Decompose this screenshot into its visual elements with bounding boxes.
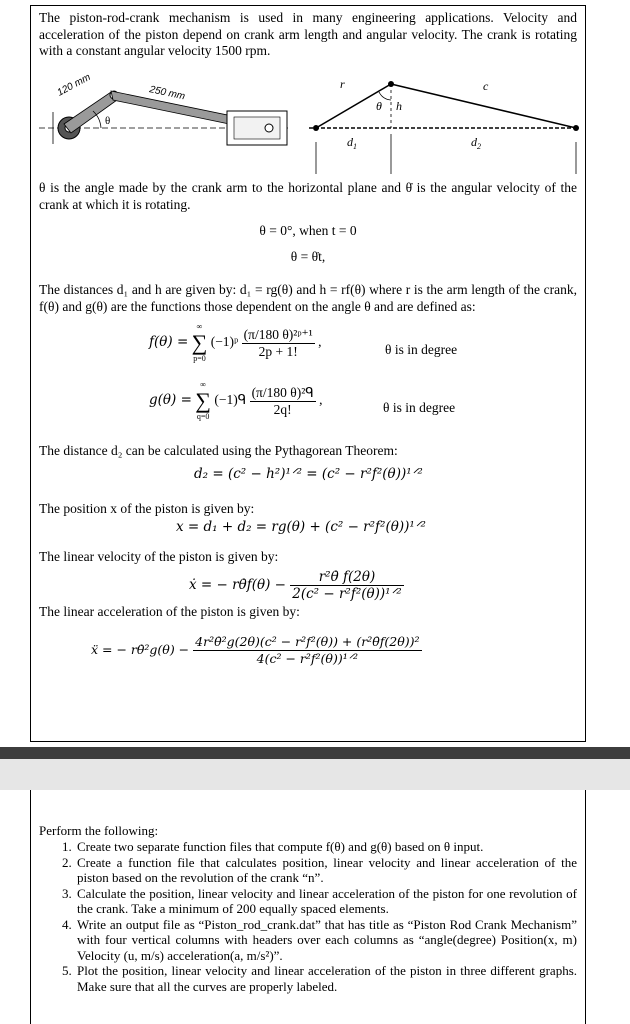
tasks-list-wrapper [39, 839, 577, 994]
f-term: (−1)ᵖ [210, 334, 239, 350]
f-degree-note: θ is in degree [385, 342, 458, 357]
equation-theta: θ = θ̇t, [290, 249, 326, 264]
velocity-denominator: 2(c² − r²f²(θ))¹ᐟ² [292, 586, 402, 602]
label-c: c [483, 79, 489, 93]
acceleration-numerator: 4r²θ̇²g(2θ)(c² − r²f²(θ)) + (r²θ̇f(2θ))² [195, 634, 420, 649]
page-separator-dark [0, 747, 630, 759]
task-item: 4. Write an output file as “Piston_rod_crank.dat” that has title as “Piston Rod Crank Mechanism” with four vertical columns with headers over each columns as “angle(degree) Position(x, m) Velocity (u, m/s) acceleration(a, m/s²)”. [75, 917, 577, 964]
equation-position: x = d₁ + d₂ = rg(θ) + (c² − r²f²(θ))¹ᐟ² [176, 519, 426, 535]
acceleration-lhs: ẍ = − rθ̇²g(θ) − [91, 642, 190, 657]
tasks-list [39, 839, 577, 994]
task-item: 3. Calculate the position, linear velocity and linear acceleration of the piston for one revolution of the crank. Take a minimum of 200 equally spaced elements. [75, 886, 577, 917]
intro-paragraph: The piston-rod-crank mechanism is used in many engineering applications. Velocity and acceleration of the piston depend on crank arm length and angular velocity. The crank is rotating with a constant angular velocity 1500 rpm. [39, 10, 577, 58]
label-250mm: 250 mm [148, 84, 186, 103]
equation-theta-zero: θ = 0°, when t = 0 [259, 223, 357, 238]
schematic-piston-pin [573, 125, 579, 131]
g-numerator: (π/180 θ)²ᑫ [251, 384, 314, 400]
velocity-fraction [290, 569, 403, 602]
schematic-pivot [313, 125, 319, 131]
label-h: h [396, 99, 402, 113]
tasks-panel [30, 790, 586, 1024]
f-lhs: f(θ) = [149, 334, 189, 351]
g-degree-note: θ is in degree [383, 400, 456, 415]
g-sum-lower: q=0 [196, 412, 210, 421]
velocity-paragraph: The linear velocity of the piston is given by: [39, 549, 279, 564]
problem-statement-panel [30, 5, 586, 742]
equation-velocity [189, 569, 404, 602]
equation-f [149, 322, 321, 364]
g-lhs: g(θ) = [149, 392, 192, 409]
label-theta-right: θ [376, 99, 382, 113]
label-120mm: 120 mm [55, 71, 93, 99]
theta-description: θ is the angle made by the crank arm to the horizontal plane and θ̇ is the angular velocity of the crank at which it is rotating. [39, 180, 577, 212]
acceleration-paragraph: The linear acceleration of the piston is given by: [39, 604, 300, 619]
task-item: 5. Plot the position, linear velocity and linear acceleration of the piston in three different graphs. Make sure that all the curves are properly labeled. [75, 963, 577, 994]
label-d1: $d_1$ [347, 135, 357, 151]
tasks-heading: Perform the following: [39, 823, 159, 838]
f-sum-upper: ∞ [196, 322, 203, 331]
velocity-numerator: r²θ̇ f(2θ) [290, 569, 403, 586]
f-numerator: (π/180 θ)²ᵖ⁺¹ [243, 326, 313, 342]
f-fraction [242, 327, 315, 360]
page-separator-gap [0, 759, 630, 790]
label-r: r [340, 77, 345, 91]
label-theta-left: θ [105, 115, 111, 127]
acceleration-denominator: 4(c² − r²f²(θ))¹ᐟ² [256, 651, 359, 666]
label-d2: $d_2$ [471, 135, 481, 151]
piston-pin [265, 124, 273, 132]
f-sum-lower: p=0 [193, 354, 206, 363]
f-summation: ∞ ∑ p=0 [191, 322, 208, 363]
g-denominator: 2q! [273, 401, 292, 417]
position-paragraph: The position x of the piston is given by: [39, 501, 255, 516]
g-sum-upper: ∞ [200, 380, 206, 389]
task-item: 2. Create a function file that calculates position, linear velocity and linear acceleration of the piston based on the revolution of the crank “n”. [75, 855, 577, 886]
velocity-lhs: ẋ = − rθ̇f(θ) − [189, 577, 286, 593]
d2-paragraph: The distance d₂ can be calculated using the Pythagorean Theorem: [39, 443, 398, 458]
equation-d2: d₂ = (c² − h²)¹ᐟ² = (c² − r²f²(θ))¹ᐟ² [194, 466, 423, 482]
f-comma: , [318, 334, 322, 350]
equation-g [149, 380, 323, 422]
f-denominator: 2p + 1! [258, 343, 298, 359]
schematic-crank-pin [388, 81, 394, 87]
distances-paragraph: The distances d₁ and h are given by: d₁ = rg(θ) and h = rf(θ) where r is the arm length of the crank, f(θ) and g(θ) are the functions those dependent on the angle θ and are defined as: [39, 282, 577, 314]
g-summation: ∞ ∑ q=0 [195, 380, 211, 421]
acceleration-fraction [193, 634, 421, 667]
mechanism-diagram [31, 62, 585, 180]
g-comma: , [319, 392, 323, 408]
g-fraction [250, 385, 316, 418]
equation-acceleration [91, 634, 422, 667]
g-term: (−1)ᑫ [214, 392, 247, 408]
task-item: 1. Create two separate function files that compute f(θ) and g(θ) based on θ input. [75, 839, 577, 855]
